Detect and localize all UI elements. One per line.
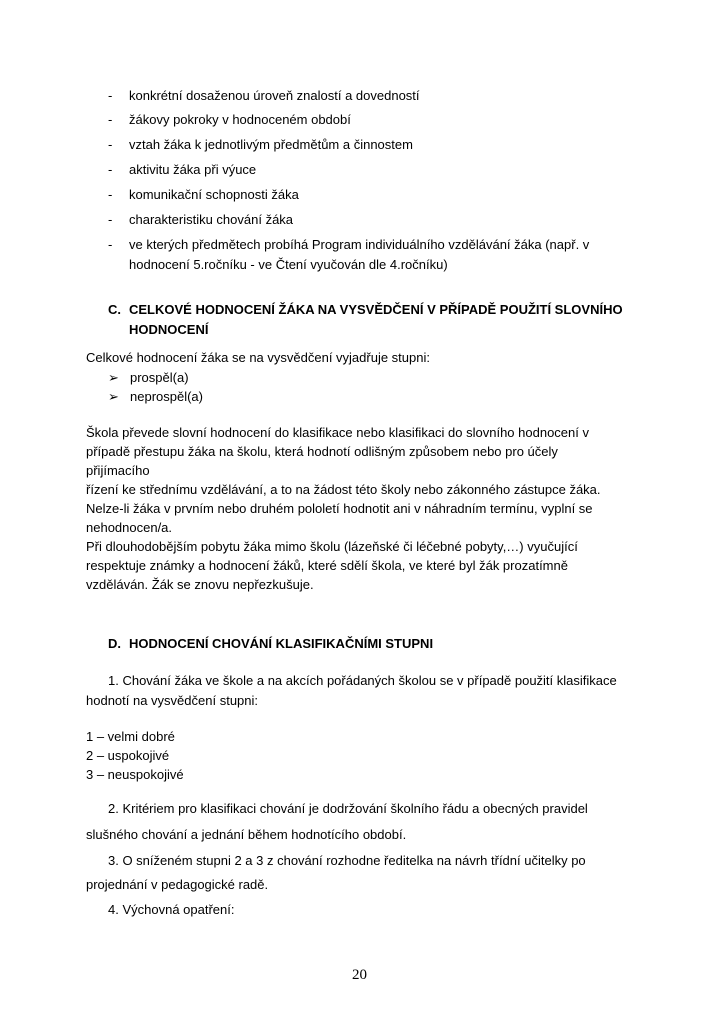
section-number: C. [108,302,121,317]
list-item-text: ve kterých předmětech probíhá Program individuálního vzdělávání žáka (např. v [129,237,590,252]
option-text: prospěl(a) [130,370,189,385]
list-item-text: hodnocení 5.ročníku - ve Čtení vyučován dle 4.ročníku) [129,257,448,272]
numbered-item-3-cont: projednání v pedagogické radě. [86,877,269,892]
list-item-text: konkrétní dosaženou úroveň znalostí a dovedností [129,88,420,103]
numbered-item-3: 3. O sníženém stupni 2 a 3 z chování rozhodne ředitelka na návrh třídní učitelky po [108,853,586,868]
numbered-item-1-cont: hodnotí na vysvědčení stupni: [86,693,259,708]
paragraph-line: Nelze-li žáka v prvním nebo druhém pololetí hodnotit ani v náhradním termínu, vyplní se [86,501,593,516]
numbered-item-2-cont: slušného chování a jednání během hodnotícího období. [86,827,407,842]
option-text: neprospěl(a) [130,389,203,404]
section-title: CELKOVÉ HODNOCENÍ ŽÁKA NA VYSVĚDČENÍ V PŘÍPADĚ POUŽITÍ SLOVNÍHO [129,302,623,317]
section-intro: Celkové hodnocení žáka se na vysvědčení vyjadřuje stupni: [86,350,430,365]
section-title: HODNOCENÍ [129,322,209,337]
dash-marker: - [108,187,113,202]
grade-item: 2 – uspokojivé [86,748,170,763]
arrow-bullet-icon: ➢ [108,389,119,404]
numbered-item-1: 1. Chování žáka ve škole a na akcích pořádaných školou se v případě použití klasifikace [108,673,617,688]
paragraph-line: Škola převede slovní hodnocení do klasifikace nebo klasifikaci do slovního hodnocení v [86,425,589,440]
arrow-bullet-icon: ➢ [108,370,119,385]
dash-marker: - [108,162,113,177]
section-number: D. [108,636,121,651]
numbered-item-2: 2. Kritériem pro klasifikaci chování je dodržování školního řádu a obecných pravidel [108,801,588,816]
dash-marker: - [108,88,113,103]
list-item-text: aktivitu žáka při výuce [129,162,257,177]
dash-marker: - [108,212,113,227]
list-item [108,388,203,406]
paragraph-line: respektuje známky a hodnocení žáků, které sdělí škola, ve které byl žák prozatímně [86,558,568,573]
paragraph-line: vzděláván. Žák se znovu nepřezkušuje. [86,577,314,592]
paragraph-line: případě přestupu žáka na školu, která hodnotí odlišným způsobem nebo pro účely [86,444,558,459]
dash-marker: - [108,137,113,152]
paragraph-line: Při dlouhodobějším pobytu žáka mimo školu (lázeňské či léčebné pobyty,…) vyučující [86,539,578,554]
dash-marker: - [108,112,113,127]
list-item-text: vztah žáka k jednotlivým předmětům a činnostem [129,137,413,152]
dash-marker: - [108,237,113,252]
list-item-text: charakteristiku chování žáka [129,212,294,227]
list-item-text: komunikační schopnosti žáka [129,187,299,202]
paragraph-line: přijímacího [86,463,150,478]
page-number: 20 [352,967,367,983]
numbered-item-4: 4. Výchovná opatření: [108,902,235,917]
grade-item: 1 – velmi dobré [86,729,175,744]
section-title: HODNOCENÍ CHOVÁNÍ KLASIFIKAČNÍMI STUPNI [129,636,434,651]
paragraph-line: nehodnocen/a. [86,520,173,535]
list-item-text: žákovy pokroky v hodnoceném období [129,112,351,127]
grade-item: 3 – neuspokojivé [86,767,184,782]
paragraph-line: řízení ke střednímu vzdělávání, a to na žádost této školy nebo zákonného zástupce žáka. [86,482,601,497]
list-item [108,369,189,387]
